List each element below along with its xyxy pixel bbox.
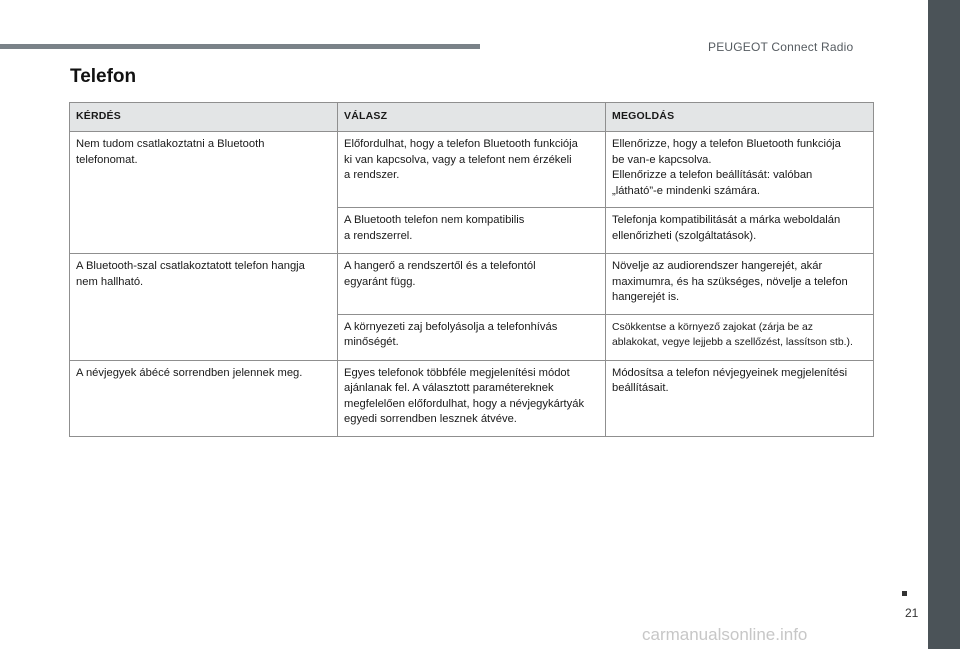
table-row — [70, 360, 874, 436]
header-brand: PEUGEOT Connect Radio — [708, 40, 854, 54]
answer-cell: Egyes telefonok többféle megjelenítési módot ajánlanak fel. A választott paramétereknek megfelelően előfordulhat, hogy a névjegykártyák egyedi sorrendben lesznek átvéve. — [338, 360, 606, 436]
solution-cell: Módosítsa a telefon névjegyeinek megjelenítési beállításait. — [606, 360, 874, 436]
table-row — [70, 132, 874, 208]
answer-cell: Előfordulhat, hogy a telefon Bluetooth funkciója ki van kapcsolva, vagy a telefont nem érzékeli a rendszer. — [338, 132, 606, 208]
faq-table — [69, 102, 874, 437]
solution-cell: Ellenőrizze, hogy a telefon Bluetooth funkciója be van-e kapcsolva. Ellenőrizze a telefon beállítását: valóban „látható”-e mindenki számára. — [606, 132, 874, 208]
solution-cell: Telefonja kompatibilitását a márka weboldalán ellenőrizheti (szolgáltatások). — [606, 208, 874, 254]
page-marker-dot — [902, 591, 907, 596]
question-cell: A Bluetooth-szal csatlakoztatott telefon hangja nem hallható. — [70, 254, 338, 361]
page-title: Telefon — [70, 66, 137, 87]
header-rule — [0, 44, 480, 49]
page-edge-sidebar — [928, 0, 960, 649]
page-number: 21 — [905, 606, 919, 620]
solution-cell: Növelje az audiorendszer hangerejét, akár maximumra, és ha szükséges, növelje a telefon hangerejét is. — [606, 254, 874, 315]
answer-cell: A Bluetooth telefon nem kompatibilis a rendszerrel. — [338, 208, 606, 254]
solution-cell: Csökkentse a környező zajokat (zárja be az ablakokat, vegye lejjebb a szellőzést, lassítson stb.). — [606, 314, 874, 360]
col-header-solution: MEGOLDÁS — [606, 103, 874, 132]
table-header-row — [70, 103, 874, 132]
answer-cell: A környezeti zaj befolyásolja a telefonhívás minőségét. — [338, 314, 606, 360]
question-cell: A névjegyek ábécé sorrendben jelennek meg. — [70, 360, 338, 436]
table-row — [70, 254, 874, 315]
watermark: carmanualsonline.info — [642, 625, 808, 644]
question-cell: Nem tudom csatlakoztatni a Bluetooth telefonomat. — [70, 132, 338, 254]
col-header-question: KÉRDÉS — [70, 103, 338, 132]
col-header-answer: VÁLASZ — [338, 103, 606, 132]
answer-cell: A hangerő a rendszertől és a telefontól egyaránt függ. — [338, 254, 606, 315]
